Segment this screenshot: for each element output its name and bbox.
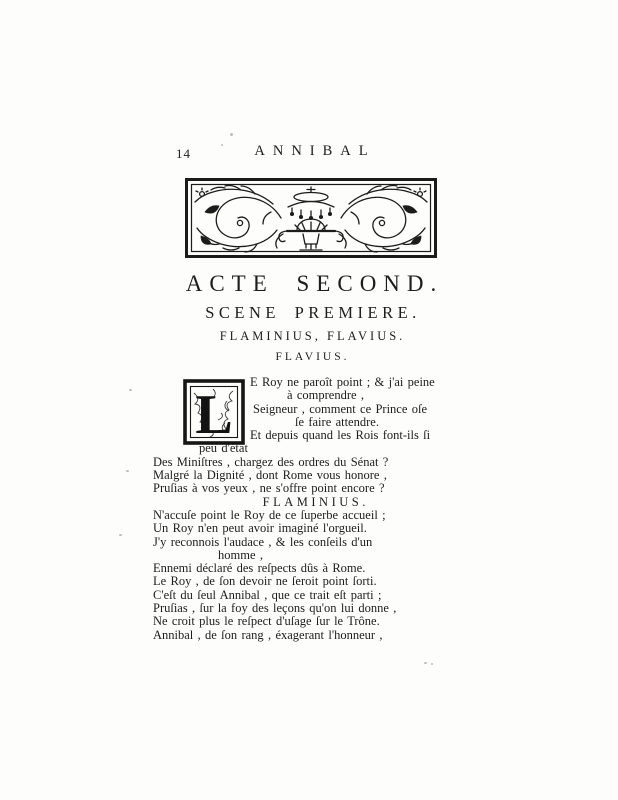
verse-line: peu d'état <box>199 441 248 456</box>
headpiece-engraving-icon <box>185 178 437 258</box>
verse-line: Le Roy , de ſon devoir ne ſeroit point ſorti. <box>153 574 377 589</box>
verse-line: Et depuis quand les Rois font-ils ſi <box>250 428 431 443</box>
speaker-heading-flavius: FLAVIUS. <box>275 351 350 363</box>
scan-speck <box>230 133 233 136</box>
verse-body <box>153 376 475 642</box>
verse-line: Ennemi déclaré des reſpects dûs à Rome. <box>153 561 366 576</box>
verse-line: Ne croit plus le reſpect d'uſage ſur le Trône. <box>153 614 380 629</box>
running-title: ANNIBAL <box>254 143 376 159</box>
scan-speck <box>424 662 427 664</box>
verse-line: Annibal , de ſon rang , éxagerant l'honneur , <box>153 627 383 642</box>
verse-line: à comprendre , <box>287 388 365 403</box>
scan-speck <box>129 389 132 391</box>
drop-cap-letter: L <box>195 384 233 445</box>
verse-line: Seigneur , comment ce Prince oſe <box>253 401 427 416</box>
page-number: 14 <box>176 146 191 161</box>
verse-line: E Roy ne paroît point ; & j'ai peine <box>250 375 435 389</box>
scan-speck <box>126 470 129 472</box>
verse-line: J'y reconnois l'audace , & les conſeils d'un <box>153 534 373 549</box>
drop-cap-woodcut-icon <box>183 379 245 445</box>
speaker-heading-flaminius: FLAMINIUS. <box>262 494 369 509</box>
verse-line: ſe faire attendre. <box>295 414 379 429</box>
drop-cap <box>183 379 245 445</box>
verse-line: homme , <box>218 547 263 562</box>
scan-speck <box>119 534 122 536</box>
verse-line: C'eſt du ſeul Annibal , que ce trait eſt parti ; <box>153 587 382 602</box>
headpiece-ornament <box>185 178 437 258</box>
characters-heading: FLAMINIUS, FLAVIUS. <box>219 329 406 343</box>
scan-speck <box>221 144 223 146</box>
verse-line: Des Miniſtres , chargez des ordres du Sénat ? <box>153 454 389 469</box>
verse-line: N'accuſe point le Roy de ce ſuperbe accueil ; <box>153 507 386 522</box>
scan-speck <box>431 663 433 665</box>
act-heading: ACTE SECOND. <box>185 271 444 296</box>
verse-line: Malgré la Dignité , dont Rome vous honore , <box>153 468 387 483</box>
verse-line: Pruſias à vos yeux , ne s'offre point encore ? <box>153 481 385 496</box>
verse-line: Un Roy n'en peut avoir imaginé l'orgueil. <box>153 521 367 536</box>
scene-heading: SCENE PREMIERE. <box>205 303 421 322</box>
running-head <box>150 143 472 163</box>
verse-line: Pruſias , ſur la foy des leçons qu'on lui donne , <box>153 601 397 616</box>
